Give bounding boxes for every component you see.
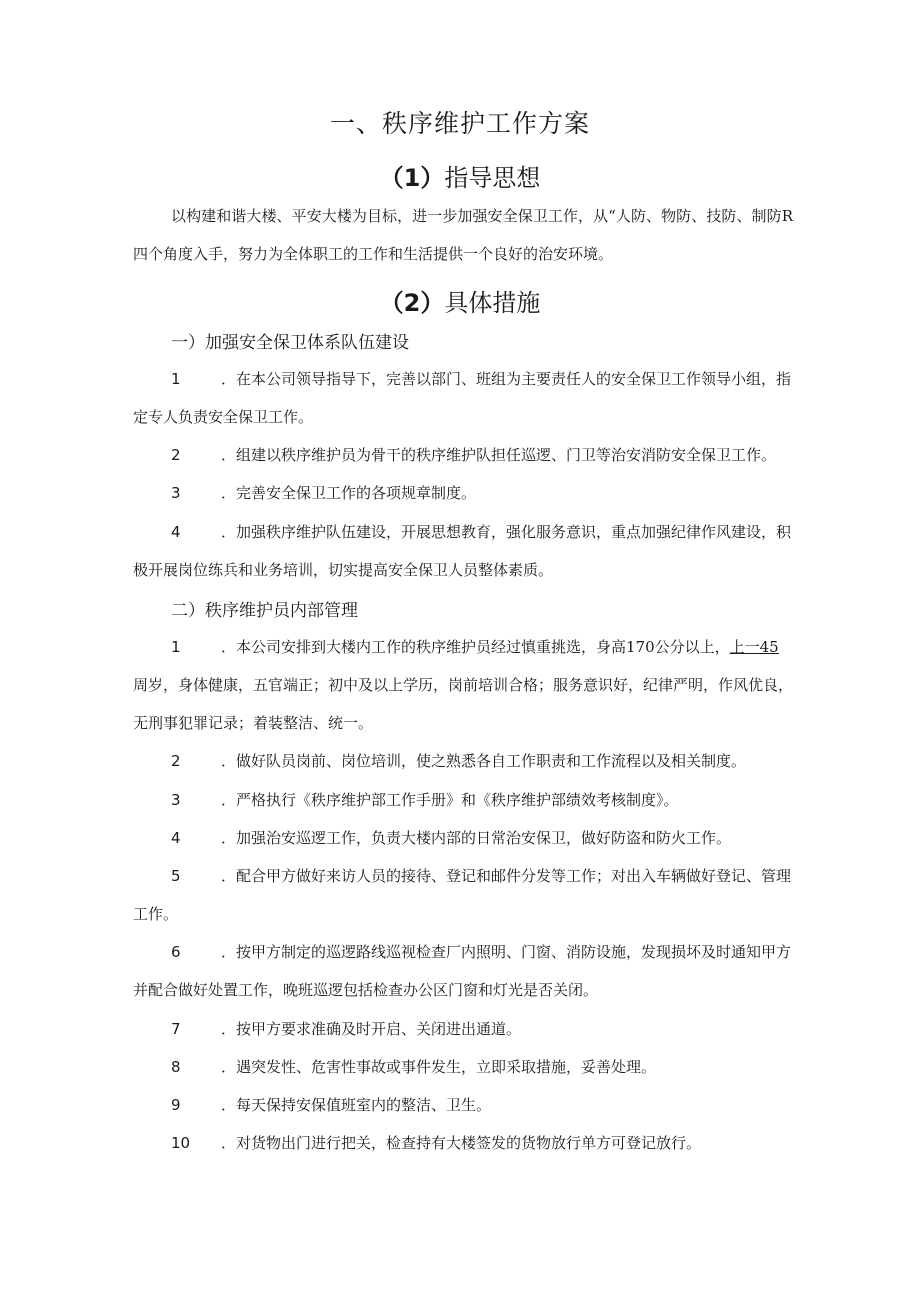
item-text: ．每天保持安保值班室内的整洁、卫生。: [221, 1096, 492, 1114]
item-text: ．在本公司领导指导下，完善以部门、班组为主要责任人的安全保卫工作领导小组，指定专人负责安全保卫工作。: [133, 370, 792, 426]
section-number: （2）: [379, 289, 445, 317]
item-text: ．完善安全保卫工作的各项规章制度。: [221, 484, 477, 502]
subsection-heading-team-building: 一）加强安全保卫体系队伍建设: [171, 333, 409, 353]
item-text: ．加强治安巡逻工作，负责大楼内部的日常治安保卫，做好防盗和防火工作。: [221, 829, 732, 847]
list-item: [133, 742, 793, 780]
guiding-ideology-paragraph: 以构建和谐大楼、平安大楼为目标，进一步加强安全保卫工作，从“人防、物防、技防、制防R四个角度入手，努力为全体职工的工作和生活提供一个良好的治安环境。: [133, 207, 793, 263]
item-text: ．加强秩序维护队伍建设，开展思想教育，强化服务意识，重点加强纪律作风建设，积极开展岗位练兵和业务培训，切实提高安全保卫人员整体素质。: [133, 523, 792, 579]
item-text: ．按甲方要求准确及时开启、关闭进出通道。: [221, 1020, 522, 1038]
list-item: [133, 1048, 793, 1086]
list-item: [133, 474, 793, 512]
list-item: [133, 857, 793, 933]
item-number: 4: [171, 523, 181, 541]
item-number: 2: [171, 752, 181, 770]
item-number: 3: [171, 484, 181, 502]
item-number: 4: [171, 829, 181, 847]
list-item: [133, 819, 793, 857]
item-text: 周岁，身体健康，五官端正；初中及以上学历，岗前培训合格；服务意识好，纪律严明，作风优良，无刑事犯罪记录；着装整洁、统一。: [133, 676, 794, 732]
item-text: ．本公司安排到大楼内工作的秩序维护员经过慎重挑选，身高170公分以上，: [221, 638, 730, 656]
section-heading-specific-measures: [0, 283, 920, 318]
subsection-heading-internal-management: 二）秩序维护员内部管理: [171, 601, 358, 621]
item-text: ．按甲方制定的巡逻路线巡视检查厂内照明、门窗、消防设施，发现损坏及时通知甲方并配合做好处置工作，晚班巡逻包括检查办公区门窗和灯光是否关闭。: [133, 943, 792, 999]
section-heading-guiding-ideology: [0, 158, 920, 193]
item-number: 1: [171, 638, 181, 656]
list-item: [133, 1124, 793, 1162]
list-item: [133, 1010, 793, 1048]
item-number: 6: [171, 943, 181, 961]
section-title: 具体措施: [444, 289, 541, 317]
list-item: [133, 933, 793, 1009]
list-item: [133, 1086, 793, 1124]
item-number: 7: [171, 1020, 181, 1038]
underlined-text: 上一45: [729, 638, 779, 656]
item-text: ．组建以秩序维护员为骨干的秩序维护队担任巡逻、门卫等治安消防安全保卫工作。: [221, 446, 777, 464]
list-item: [133, 360, 793, 436]
item-text: ．配合甲方做好来访人员的接待、登记和邮件分发等工作；对出入车辆做好登记、管理工作。: [133, 867, 792, 923]
list-item: [133, 436, 793, 474]
item-number: 9: [171, 1096, 181, 1114]
item-text: ．遇突发性、危害性事故或事件发生，立即采取措施，妥善处理。: [221, 1058, 657, 1076]
list-item: [133, 628, 793, 742]
item-text: ．对货物出门进行把关，检查持有大楼签发的货物放行单方可登记放行。: [221, 1134, 702, 1152]
item-number: 10: [171, 1134, 191, 1152]
item-number: 1: [171, 370, 181, 388]
item-number: 2: [171, 446, 181, 464]
item-number: 3: [171, 791, 181, 809]
page-title: 一、秩序维护工作方案: [329, 109, 590, 138]
item-text: ．严格执行《秩序维护部工作手册》和《秩序维护部绩效考核制度》。: [221, 791, 679, 809]
list-item: [133, 513, 793, 589]
item-number: 8: [171, 1058, 181, 1076]
list-item: [133, 781, 793, 819]
item-text: ．做好队员岗前、岗位培训，使之熟悉各自工作职责和工作流程以及相关制度。: [221, 752, 747, 770]
section-title: 指导思想: [444, 164, 541, 192]
section-number: （1）: [379, 164, 445, 192]
item-number: 5: [171, 867, 181, 885]
